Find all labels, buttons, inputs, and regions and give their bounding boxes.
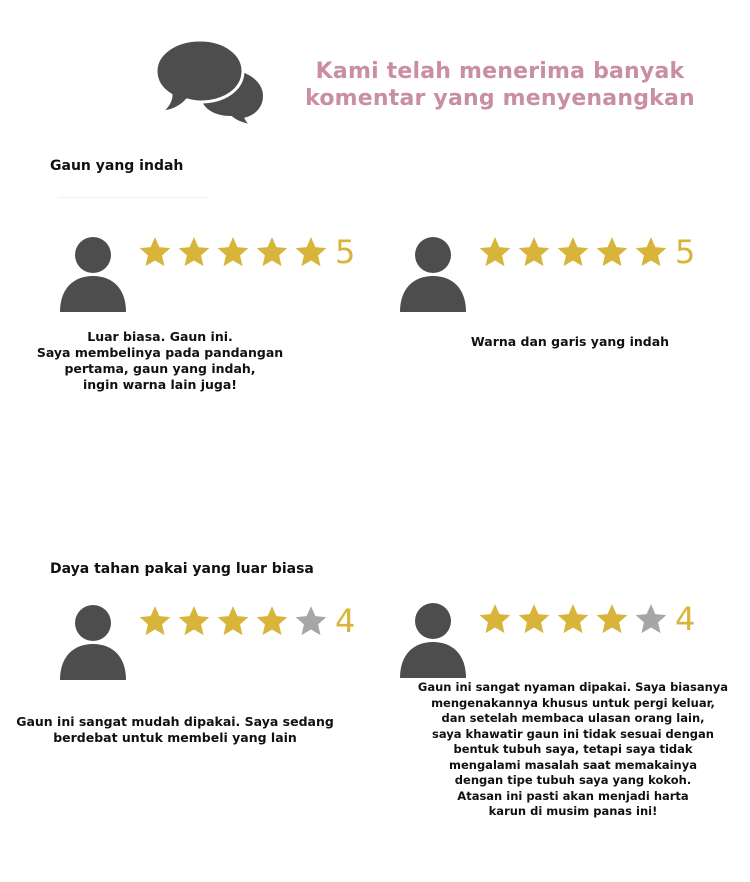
divider bbox=[58, 197, 208, 198]
review-comment-line: ingin warna lain juga! bbox=[82, 377, 238, 392]
review-comment bbox=[10, 329, 310, 393]
user-avatar-icon bbox=[60, 604, 126, 680]
review-comment-line: Gaun ini sangat mudah dipakai. Saya sedang bbox=[16, 714, 334, 729]
star-filled-icon bbox=[478, 235, 512, 269]
review-comment-line: karun di musim panas ini! bbox=[488, 804, 658, 818]
star-filled-icon bbox=[216, 235, 250, 269]
review-comment-line: berdebat untuk membeli yang lain bbox=[53, 730, 297, 745]
review-comment-line: dan setelah membaca ulasan orang lain, bbox=[441, 711, 705, 725]
headline-line-2: komentar yang menyenangkan bbox=[305, 86, 695, 111]
star-filled-icon bbox=[255, 604, 289, 638]
star-filled-icon bbox=[294, 235, 328, 269]
review-comment-line: Saya membelinya pada pandangan bbox=[36, 345, 284, 360]
star-filled-icon bbox=[556, 602, 590, 636]
chat-bubbles-icon bbox=[155, 38, 267, 126]
review-comment-line: bentuk tubuh saya, tetapi saya tidak bbox=[453, 742, 693, 756]
star-rating bbox=[138, 603, 355, 639]
review-comment-line: Gaun ini sangat nyaman dipakai. Saya biasanya bbox=[417, 680, 729, 694]
star-filled-icon bbox=[255, 235, 289, 269]
section-title-durability: Daya tahan pakai yang luar biasa bbox=[50, 561, 314, 577]
star-filled-icon bbox=[595, 602, 629, 636]
user-avatar-icon bbox=[400, 236, 466, 312]
review-comment-line: dengan tipe tubuh saya yang kokoh. bbox=[454, 773, 692, 787]
review-comment-line: pertama, gaun yang indah, bbox=[64, 361, 256, 376]
star-rating bbox=[138, 234, 355, 270]
review-comment bbox=[420, 334, 720, 350]
star-filled-icon bbox=[138, 235, 172, 269]
review-comment bbox=[5, 714, 345, 746]
review-comment-line: mengenakannya khusus untuk pergi keluar, bbox=[431, 695, 715, 710]
star-rating bbox=[478, 601, 695, 637]
star-filled-icon bbox=[138, 604, 172, 638]
headline-line-1: Kami telah menerima banyak bbox=[315, 59, 685, 84]
star-filled-icon bbox=[595, 235, 629, 269]
star-filled-icon bbox=[634, 235, 668, 269]
section-title-beautiful-dress: Gaun yang indah bbox=[50, 158, 184, 174]
star-rating bbox=[478, 234, 695, 270]
star-filled-icon bbox=[517, 602, 551, 636]
review-comment-line: mengalami masalah saat memakainya bbox=[448, 757, 698, 772]
review-comment-line: Warna dan garis yang indah bbox=[470, 334, 670, 349]
star-empty-icon bbox=[634, 602, 668, 636]
star-filled-icon bbox=[177, 604, 211, 638]
star-filled-icon bbox=[216, 604, 250, 638]
star-empty-icon bbox=[294, 604, 328, 638]
rating-number: 5 bbox=[675, 233, 696, 271]
star-filled-icon bbox=[517, 235, 551, 269]
user-avatar-icon bbox=[400, 602, 466, 678]
rating-number: 4 bbox=[335, 602, 356, 640]
headline bbox=[300, 58, 700, 112]
review-comment-line: Atasan ini pasti akan menjadi harta bbox=[457, 788, 689, 803]
rating-number: 5 bbox=[335, 233, 356, 271]
review-comment-line: Luar biasa. Gaun ini. bbox=[87, 329, 233, 344]
star-filled-icon bbox=[556, 235, 590, 269]
user-avatar-icon bbox=[60, 236, 126, 312]
star-filled-icon bbox=[478, 602, 512, 636]
review-comment-line: saya khawatir gaun ini tidak sesuai dengan bbox=[432, 726, 714, 741]
review-comment bbox=[408, 680, 738, 820]
star-filled-icon bbox=[177, 235, 211, 269]
rating-number: 4 bbox=[675, 600, 696, 638]
